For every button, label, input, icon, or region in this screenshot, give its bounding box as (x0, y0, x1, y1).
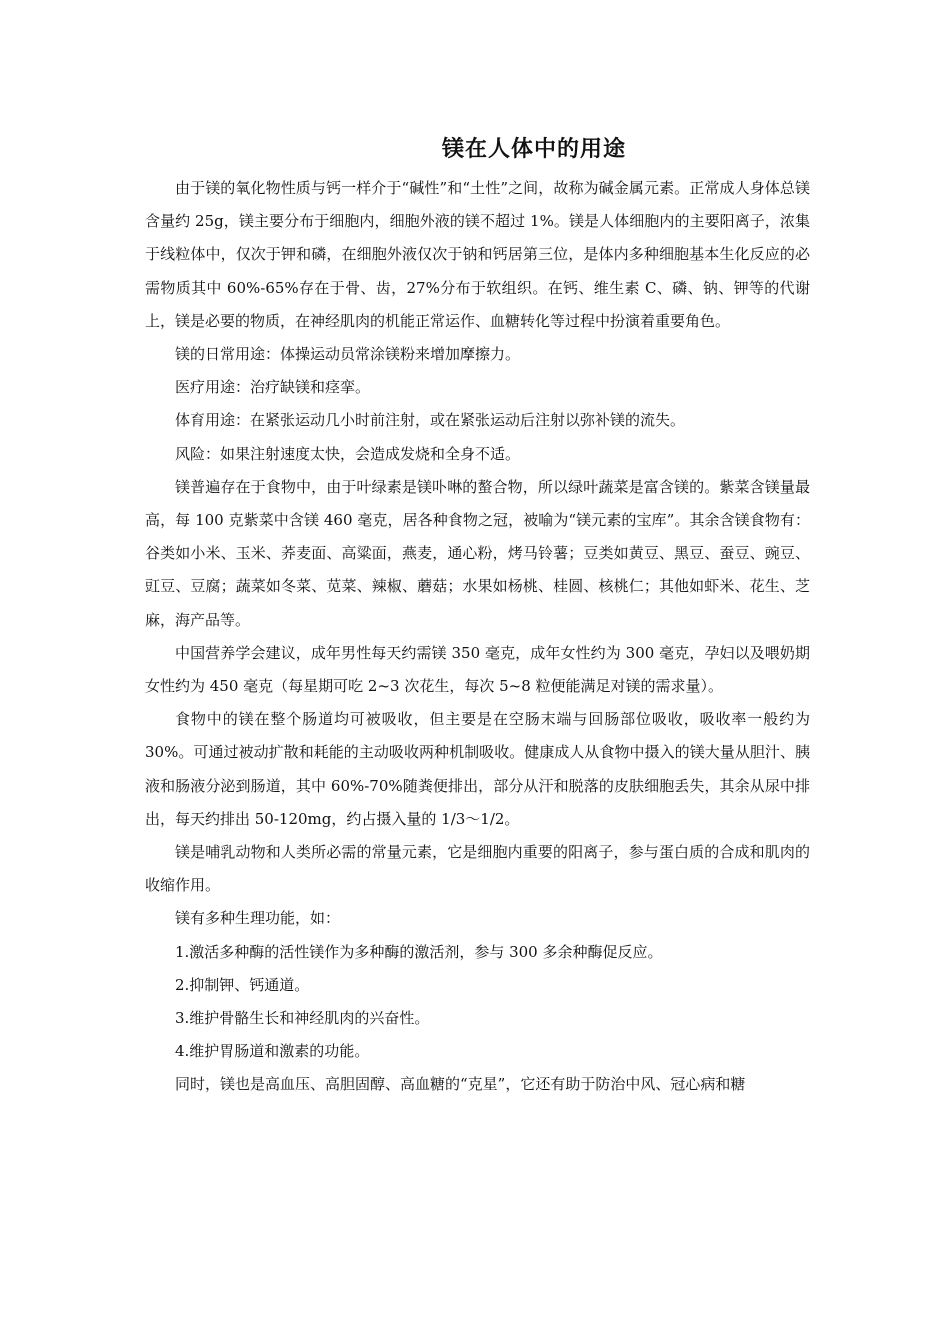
paragraph-risk: 风险：如果注射速度太快，会造成发烧和全身不适。 (175, 444, 521, 463)
list-item-function-2: 2.抑制钾、钙通道。 (175, 975, 310, 994)
paragraph-absorption: 食物中的镁在整个肠道均可被吸收，但主要是在空肠末端与回肠部位吸收，吸收率一般约为 30%。可通过被动扩散和耗能的主动吸收两种机制吸收。健康成人从食物中摄入的镁大量从胆汁、胰液和肠液分泌到肠道，其中 60%-70%随粪便排出，部分从汗和脱落的皮肤细胞丢失，其余从尿中排出，每天约排出 50-120mg，约占摄入量的 1/3～1/2。 (145, 710, 810, 828)
document-page (145, 128, 810, 1102)
paragraph-intro: 由于镁的氧化物性质与钙一样介于“碱性”和“土性”之间，故称为碱金属元素。正常成人身体总镁含量约 25g，镁主要分布于细胞内，细胞外液的镁不超过 1%。镁是人体细胞内的主要阳离子，浓集于线粒体中，仅次于钾和磷，在细胞外液仅次于钠和钙居第三位，是体内多种细胞基本生化反应的必需物质其中 60%-65%存在于骨、齿，27%分布于软组织。在钙、维生素 C、磷、钠、钾等的代谢上，镁是必要的物质，在神经肌肉的机能正常运作、血糖转化等过程中扮演着重要角色。 (145, 179, 810, 330)
paragraph-medical-use: 医疗用途：治疗缺镁和痉挛。 (175, 378, 371, 397)
paragraph-food-sources: 镁普遍存在于食物中，由于叶绿素是镁卟啉的螯合物，所以绿叶蔬菜是富含镁的。紫菜含镁量最高，每 100 克紫菜中含镁 460 毫克，居各种食物之冠，被喻为“镁元素的宝库”。其余含镁食物有：谷类如小米、玉米、荞麦面、高粱面，燕麦，通心粉，烤马铃薯；豆类如黄豆、黑豆、蚕豆、豌豆、豇豆、豆腐；蔬菜如冬菜、苋菜、辣椒、蘑菇；水果如杨桃、桂圆、核桃仁；其他如虾米、花生、芝麻，海产品等。 (145, 477, 810, 629)
paragraph-functions-intro: 镁有多种生理功能，如： (175, 909, 341, 928)
paragraph-essential-element: 镁是哺乳动物和人类所必需的常量元素，它是细胞内重要的阳离子，参与蛋白质的合成和肌肉的收缩作用。 (145, 843, 810, 895)
paragraph-daily-use: 镁的日常用途：体操运动员常涂镁粉来增加摩擦力。 (175, 345, 521, 364)
paragraph-sports-use: 体育用途：在紧张运动几小时前注射，或在紧张运动后注射以弥补镁的流失。 (175, 411, 686, 430)
paragraph-conclusion: 同时，镁也是高血压、高胆固醇、高血糖的“克星”，它还有助于防治中风、冠心病和糖 (175, 1075, 746, 1094)
list-item-function-3: 3.维护骨骼生长和神经肌肉的兴奋性。 (175, 1009, 430, 1028)
list-item-function-4: 4.维护胃肠道和激素的功能。 (175, 1042, 370, 1061)
list-item-function-1: 1.激活多种酶的活性镁作为多种酶的激活剂，参与 300 多余种酶促反应。 (175, 942, 663, 961)
paragraph-recommended-intake: 中国营养学会建议，成年男性每天约需镁 350 毫克，成年女性约为 300 毫克，孕妇以及喂奶期女性约为 450 毫克（每星期可吃 2~3 次花生，每次 5~8 粒便能满足对镁的需求量）。 (145, 643, 810, 696)
document-title: 镁在人体中的用途 (441, 137, 626, 162)
